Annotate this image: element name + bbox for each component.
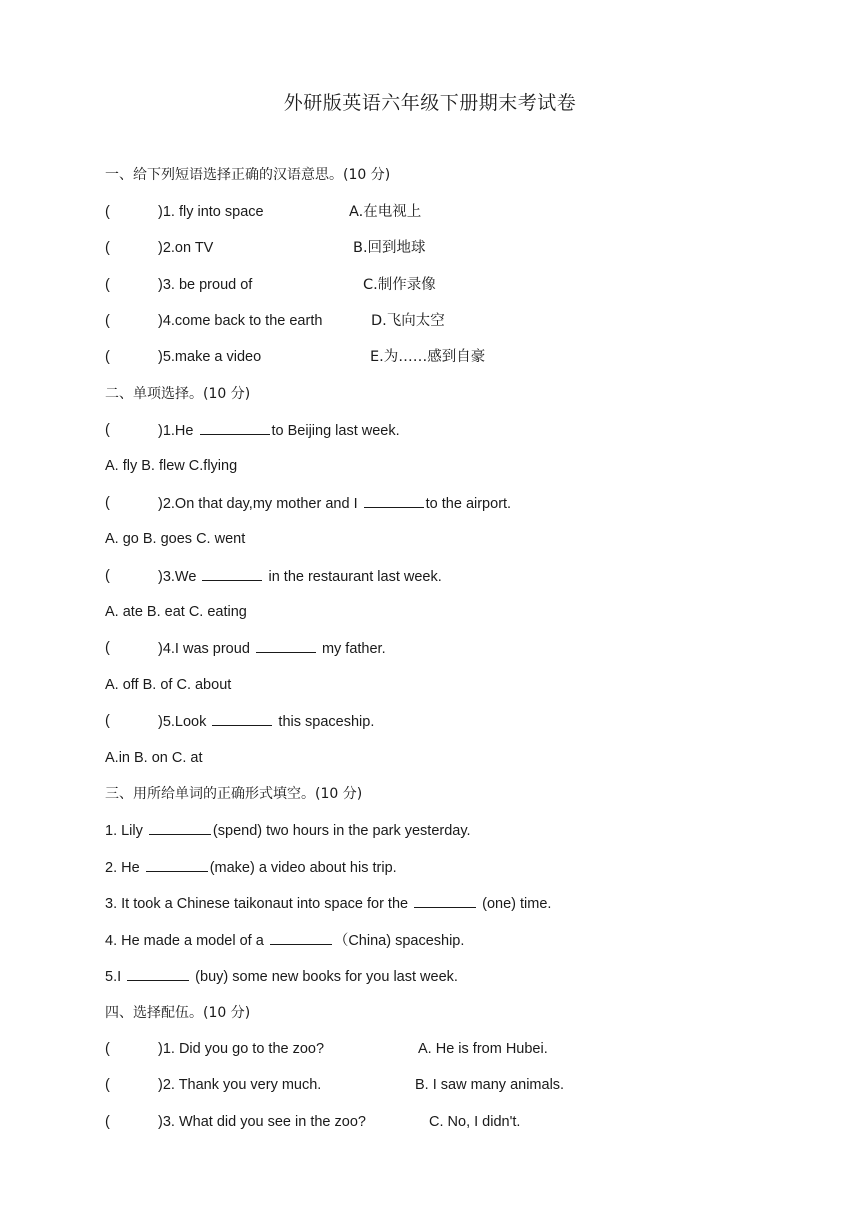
answer-paren: ( <box>105 422 110 438</box>
answer-blank[interactable] <box>212 711 272 726</box>
question-text: (make) a video about his trip. <box>209 860 397 876</box>
section3-item-4 <box>105 930 464 951</box>
question-text: this spaceship. <box>274 714 375 730</box>
question-text: )1.He <box>158 423 198 439</box>
item-option: B.回到地球 <box>353 240 426 256</box>
answer-blank[interactable] <box>149 820 211 835</box>
question-text: )5.Look <box>158 714 211 730</box>
answer-paren: ( <box>105 240 110 256</box>
answer-blank[interactable] <box>202 566 262 581</box>
section2-choices-5: A.in B. on C. at <box>105 750 203 766</box>
question-text: in the restaurant last week. <box>264 569 442 585</box>
section2-choices-3: A. ate B. eat C. eating <box>105 604 247 620</box>
answer-paren: ( <box>105 1077 110 1093</box>
section3-item-2 <box>105 857 397 878</box>
question-text: 1. Lily <box>105 823 147 839</box>
item-option: D.飞向太空 <box>371 313 445 329</box>
answer-paren: ( <box>105 568 110 584</box>
question-text: to Beijing last week. <box>271 423 400 439</box>
question-text: 4. He made a model of a <box>105 933 268 949</box>
question-text: my father. <box>317 641 386 657</box>
answer-paren: ( <box>105 1114 110 1130</box>
answer-blank[interactable] <box>200 420 270 435</box>
answer-paren: ( <box>105 640 110 656</box>
item-question: )2. Thank you very much. <box>158 1077 322 1093</box>
section4-heading: 四、选择配伍。(10 分) <box>105 1005 251 1021</box>
answer-paren: ( <box>105 495 110 511</box>
question-text: 2. He <box>105 860 144 876</box>
item-question: )2.on TV <box>158 240 214 256</box>
item-option: E.为……感到自豪 <box>370 349 486 365</box>
question-text: (one) time. <box>478 896 552 912</box>
question-text: （China) spaceship. <box>333 933 465 949</box>
question-text: )4.I was proud <box>158 641 254 657</box>
item-option: C.制作录像 <box>363 277 436 293</box>
item-question: )5.make a video <box>158 349 262 365</box>
question-text: to the airport. <box>425 496 512 512</box>
answer-paren: ( <box>105 349 110 365</box>
section1-heading: 一、给下列短语选择正确的汉语意思。(10 分) <box>105 167 391 183</box>
answer-blank[interactable] <box>146 857 208 872</box>
answer-paren: ( <box>105 1041 110 1057</box>
answer-blank[interactable] <box>414 893 476 908</box>
answer-blank[interactable] <box>364 493 424 508</box>
section3-item-5 <box>105 966 458 987</box>
item-question: )3. What did you see in the zoo? <box>158 1114 366 1130</box>
section3-item-3 <box>105 893 551 914</box>
question-text: (buy) some new books for you last week. <box>191 969 458 985</box>
answer-blank[interactable] <box>270 930 332 945</box>
section2-choices-1: A. fly B. flew C.flying <box>105 458 238 474</box>
item-question: )1. Did you go to the zoo? <box>158 1041 325 1057</box>
answer-paren: ( <box>105 204 110 220</box>
question-text: )2.On that day,my mother and I <box>158 496 362 512</box>
page-title: 外研版英语六年级下册期末考试卷 <box>283 92 577 114</box>
answer-blank[interactable] <box>127 966 189 981</box>
question-text: 3. It took a Chinese taikonaut into space for the <box>105 896 413 912</box>
question-text: (spend) two hours in the park yesterday. <box>212 823 471 839</box>
item-question: )3. be proud of <box>158 277 253 293</box>
item-option: A. He is from Hubei. <box>418 1041 548 1057</box>
item-option: C. No, I didn't. <box>429 1114 521 1130</box>
item-option: B. I saw many animals. <box>415 1077 565 1093</box>
section3-item-1 <box>105 820 471 841</box>
section2-choices-2: A. go B. goes C. went <box>105 531 246 547</box>
section3-heading: 三、用所给单词的正确形式填空。(10 分) <box>105 786 363 802</box>
section2-heading: 二、单项选择。(10 分) <box>105 386 251 402</box>
item-option: A.在电视上 <box>349 204 422 220</box>
answer-blank[interactable] <box>256 638 316 653</box>
answer-paren: ( <box>105 277 110 293</box>
item-question: )4.come back to the earth <box>158 313 323 329</box>
item-question: )1. fly into space <box>158 204 264 220</box>
question-text: 5.I <box>105 969 126 985</box>
question-text: )3.We <box>158 569 201 585</box>
section2-choices-4: A. off B. of C. about <box>105 677 232 693</box>
answer-paren: ( <box>105 713 110 729</box>
answer-paren: ( <box>105 313 110 329</box>
